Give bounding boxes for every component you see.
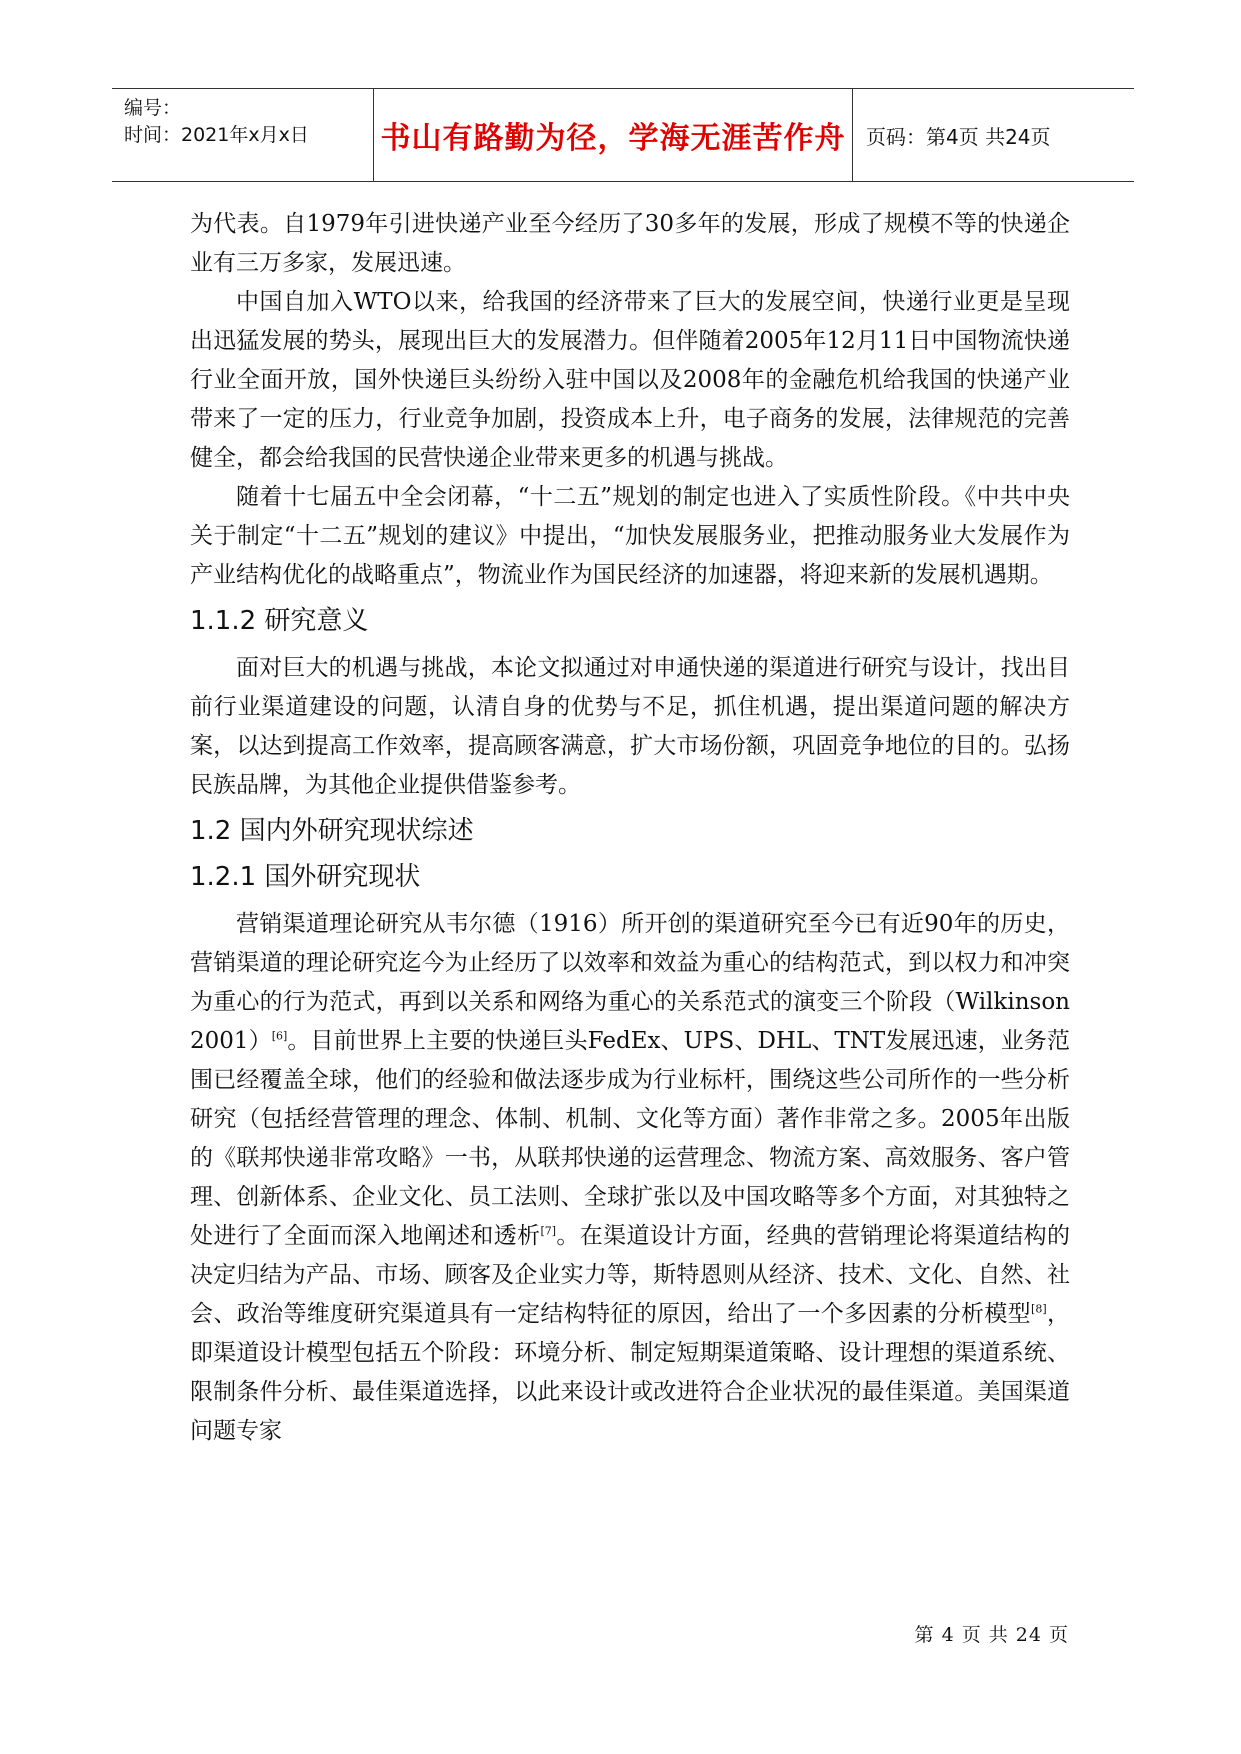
paragraph-text: 营销渠道理论研究从韦尔德（1916）所开创的渠道研究至今已有近90年的历史，营销渠道的理论研究迄今为止经历了以效率和效益为重心的结构范式，到以权力和冲突为重心的行为范式，再到以关系和网络为重心的关系范式的演变三个阶段（Wilkinson 2001） <box>190 911 1070 1054</box>
document-body <box>190 205 1070 1451</box>
paragraph-text: ，即渠道设计模型包括五个阶段：环境分析、制定短期渠道策略、设计理想的渠道系统、限制条件分析、最佳渠道选择，以此来设计或改进符合企业状况的最佳渠道。美国渠道问题专家 <box>190 1301 1071 1444</box>
page-footer: 第 4 页 共 24 页 <box>914 1624 1069 1646</box>
header-meta <box>124 95 372 149</box>
paragraph: 中国自加入WTO以来，给我国的经济带来了巨大的发展空间，快递行业更是呈现出迅猛发展的势头，展现出巨大的发展潜力。但伴随着2005年12月11日中国物流快递行业全面开放，国外快递巨头纷纷入驻中国以及2008年的金融危机给我国的快递产业带来了一定的压力，行业竞争加剧，投资成本上升，电子商务的发展，法律规范的完善健全，都会给我国的民营快递企业带来更多的机遇与挑战。 <box>190 289 1070 471</box>
paragraph-text: 。目前世界上主要的快递巨头FedEx、UPS、DHL、TNT发展迅速，业务范围已经覆盖全球，他们的经验和做法逐步成为行业标杆，围绕这些公司所作的一些分析研究（包括经营管理的理念、体制、机制、文化等方面）著作非常之多。2005年出版的《联邦快递非常攻略》一书，从联邦快递的运营理念、物流方案、高效服务、客户管理、创新体系、企业文化、员工法则、全球扩张以及中国攻略等多个方面，对其独特之处进行了全面而深入地阐述和透析 <box>190 1028 1070 1249</box>
section-heading: 1.2 国内外研究现状综述 <box>190 816 474 846</box>
time-label: 时间：2021年x月x日 <box>124 124 309 146</box>
citation-ref: [7] <box>540 1224 557 1238</box>
paragraph-text: 。在渠道设计方面，经典的营销理论将渠道结构的决定归结为产品、市场、顾客及企业实力等，斯特恩则从经济、技术、文化、自然、社会、政治等维度研究渠道具有一定结构特征的原因，给出了一个多因素的分析模型 <box>190 1223 1071 1327</box>
page-header <box>112 88 1134 182</box>
header-page-info: 页码：第4页 共24页 <box>866 124 1051 149</box>
header-divider <box>852 89 853 181</box>
paragraph: 面对巨大的机遇与挑战，本论文拟通过对申通快递的渠道进行研究与设计，找出目前行业渠道建设的问题，认清自身的优势与不足，抓住机遇，提出渠道问题的解决方案，以达到提高工作效率，提高顾客满意，扩大市场份额，巩固竞争地位的目的。弘扬民族品牌，为其他企业提供借鉴参考。 <box>190 655 1070 798</box>
section-heading: 1.2.1 国外研究现状 <box>190 862 421 892</box>
number-label: 编号： <box>124 97 182 119</box>
paragraph <box>190 905 1070 1451</box>
header-motto: 书山有路勤为径，学海无涯苦作舟 <box>380 121 846 156</box>
section-heading: 1.1.2 研究意义 <box>190 606 369 636</box>
citation-ref: [6] <box>271 1029 288 1043</box>
paragraph: 为代表。自1979年引进快递产业至今经历了30多年的发展，形成了规模不等的快递企业有三万多家，发展迅速。 <box>190 211 1070 276</box>
paragraph: 随着十七届五中全会闭幕，“十二五”规划的制定也进入了实质性阶段。《中共中央关于制定“十二五”规划的建议》中提出，“加快发展服务业，把推动服务业大发展作为产业结构优化的战略重点”，物流业作为国民经济的加速器，将迎来新的发展机遇期。 <box>190 484 1070 588</box>
citation-ref: [8] <box>1031 1302 1047 1316</box>
